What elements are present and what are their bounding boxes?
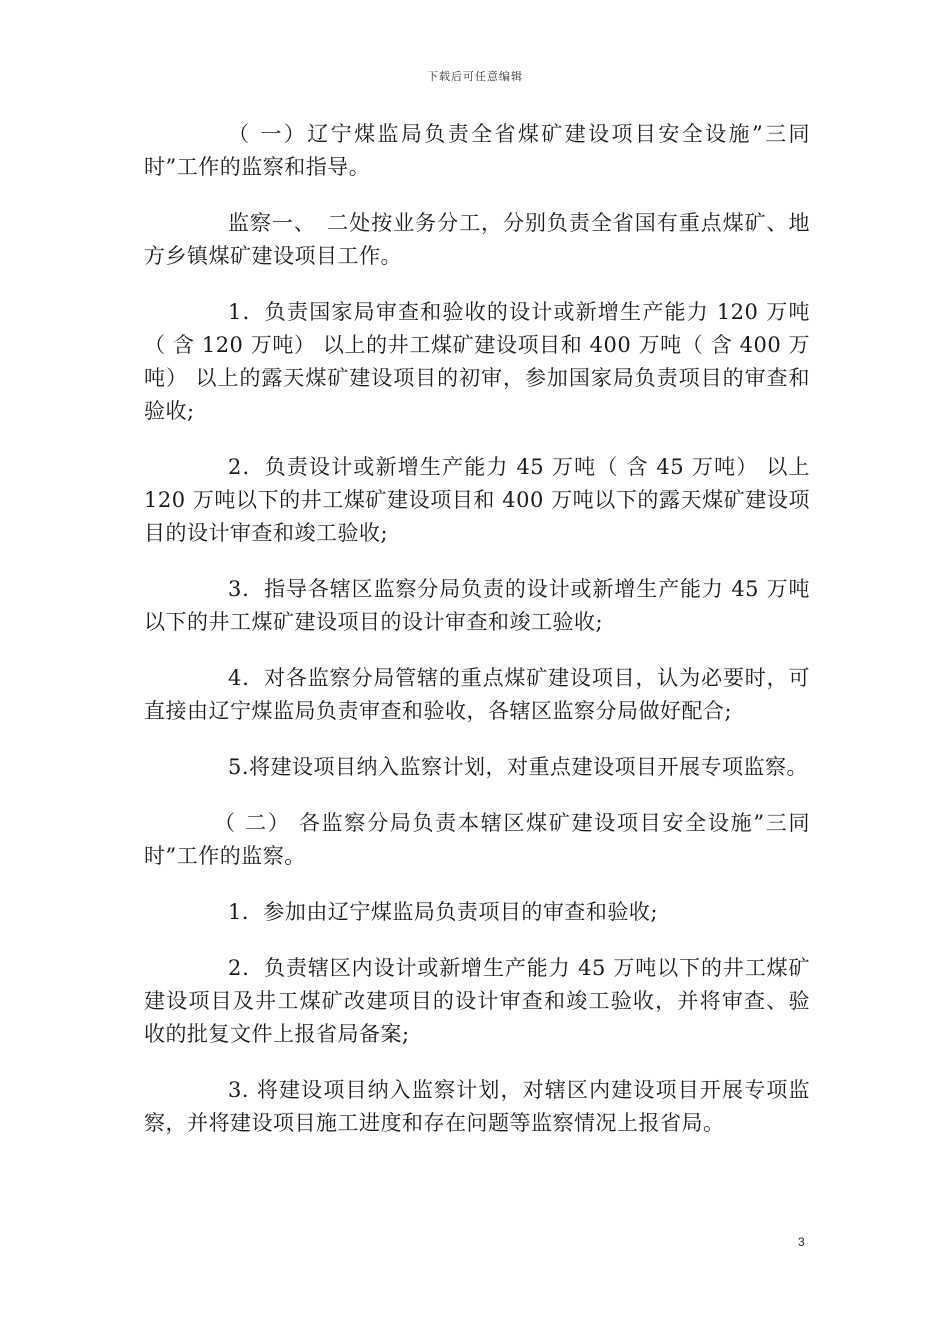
paragraph-7: 5.将建设项目纳入监察计划，对重点建设项目开展专项监察。	[228, 755, 809, 779]
paragraph-8: （ 二） 各监察分局负责本辖区煤矿建设项目安全设施”三同时”工作的监察。	[144, 811, 810, 868]
page-header: 下载后可任意编辑	[427, 70, 523, 83]
paragraph-3: 1．负责国家局审查和验收的设计或新增生产能力 120 万吨（ 含 120 万吨） 以上的井工煤矿建设项目和 400 万吨（ 含 400 万吨） 以上的露天煤矿建设项目的初审，参加国家局负责项目的审查和验收;	[144, 300, 810, 423]
paragraph-9: 1．参加由辽宁煤监局负责项目的审查和验收;	[228, 900, 658, 924]
paragraph-4: 2．负责设计或新增生产能力 45 万吨（ 含 45 万吨） 以上 120 万吨以下的井工煤矿建设项目和 400 万吨以下的露天煤矿建设项目的设计审查和竣工验收;	[144, 455, 810, 545]
paragraph-6: 4．对各监察分局管辖的重点煤矿建设项目，认为必要时，可直接由辽宁煤监局负责审查和验收，各辖区监察分局做好配合;	[144, 666, 810, 723]
paragraph-5: 3．指导各辖区监察分局负责的设计或新增生产能力 45 万吨以下的井工煤矿建设项目的设计审查和竣工验收;	[144, 577, 810, 634]
page-number: 3	[798, 1235, 805, 1249]
paragraph-10: 2．负责辖区内设计或新增生产能力 45 万吨以下的井工煤矿建设项目及井工煤矿改建项目的设计审查和竣工验收，并将审查、验收的批复文件上报省局备案;	[144, 956, 810, 1046]
paragraph-11: 3. 将建设项目纳入监察计划，对辖区内建设项目开展专项监察，并将建设项目施工进度和存在问题等监察情况上报省局。	[144, 1078, 810, 1135]
paragraph-1: （ 一）辽宁煤监局负责全省煤矿建设项目安全设施”三同时”工作的监察和指导。	[144, 122, 810, 179]
document-body	[144, 118, 810, 1163]
paragraph-2: 监察一、 二处按业务分工，分别负责全省国有重点煤矿、地方乡镇煤矿建设项目工作。	[144, 211, 810, 268]
